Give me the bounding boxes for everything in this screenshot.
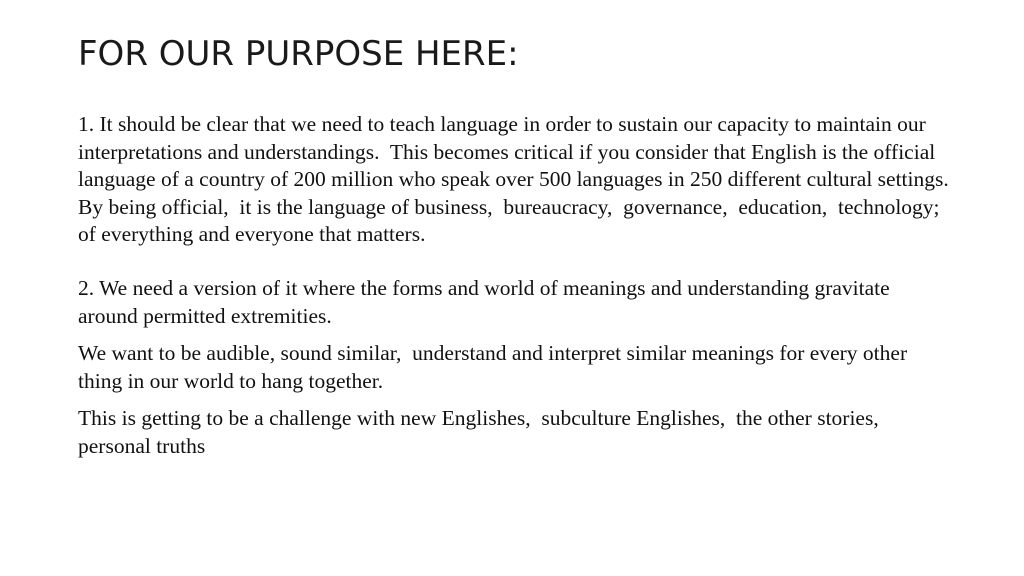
body-paragraph-2: 2. We need a version of it where the forms and world of meanings and understanding gravitate around permitted extremities. (78, 275, 896, 328)
body-paragraph-1: 1. It should be clear that we need to teach language in order to sustain our capacity to maintain our interpretations and understandings. This becomes critical if you consider that English is the official language of a country of 200 million who speak over 500 languages in 250 different cultural settings. By being official, it is the language of business, bureaucracy, governance, education, technology; of everything and everyone that matters. (78, 112, 955, 247)
slide-body (78, 111, 954, 461)
body-paragraph-4: This is getting to be a challenge with new Englishes, subculture Englishes, the other stories, personal truths (78, 406, 885, 458)
body-paragraph-3: We want to be audible, sound similar, understand and interpret similar meanings for every other thing in our world to hang together. (78, 341, 913, 393)
slide-title: FOR OUR PURPOSE HERE: (78, 34, 519, 74)
